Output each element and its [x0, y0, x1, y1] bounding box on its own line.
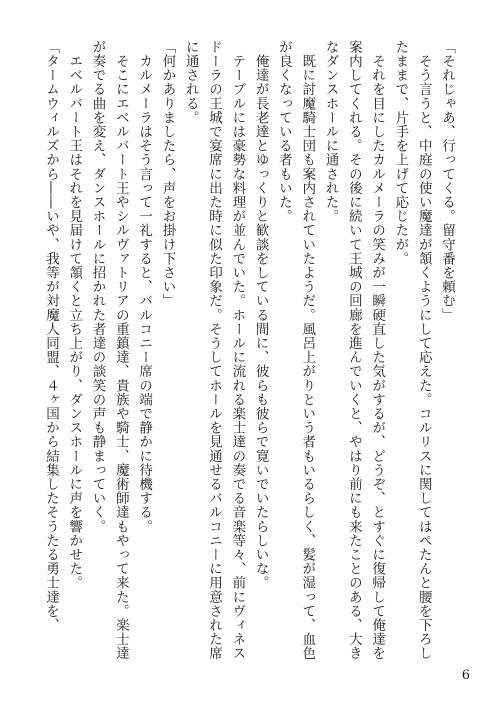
paragraph: 「タームウィルズから――いや、我等が対魔人同盟、４ヶ国から結集したそうたる勇士達を、	[42, 40, 59, 633]
paragraph: そう言うと、中庭の使い魔達が頷くようにして応えた。コルリスに関してはぺたんと腰を下ろしたままで、片手を上げて応じたが。	[392, 40, 432, 661]
paragraph: 既に討魔騎士団も案内されていたようだ。風呂上がりという者もいるらしく、髪が湿って、血色が良くなっている者もいた。	[275, 40, 316, 661]
page-number: 6	[461, 668, 470, 683]
paragraph: 「何かありましたら、声をお掛け下さい」	[159, 40, 176, 308]
paragraph: カルメーラはそう言って一礼すると、バルコニー席の端で静かに待機する。	[136, 40, 153, 534]
paragraph: テーブルには豪勢な料理が並んでいた。ホールに流れる楽士達の奏でる音楽等々、前にヴィネスドーラの王城で宴席に出た時に似た印象だ。そうしてホールを見通せるバルコニーに用意された席に通される。	[182, 40, 246, 661]
paragraph: それを目にしたカルメーラの笑みが一瞬硬直した気がするが、どうぞ、とすぐに復帰して俺達を案内してくれる。その後に続いて王城の回廊を進んでいくと、やはり前にも来たことのある、大きなダンスホールに通された。	[322, 40, 386, 661]
paragraph: 「それじゃあ、行ってくる。留守番を頼む」	[439, 40, 455, 322]
paragraph: エベルバート王はそれを見届けて頷くと立ち上がり、ダンスホールに声を響かせた。	[66, 40, 83, 590]
vertical-text-block	[42, 40, 458, 665]
paragraph: そこにエベルバート王やシルヴァトリアの重鎮達、貴族や騎士、魔術師達もやって来た。楽士達が奏でる曲を変え、ダンスホールに招かれた者達の談笑の声も静まっていく。	[89, 40, 129, 661]
paragraph: 俺達が長老達とゆっくりと歓談をしている間に、彼らも彼らで寛いでいたらしいな。	[252, 40, 269, 590]
